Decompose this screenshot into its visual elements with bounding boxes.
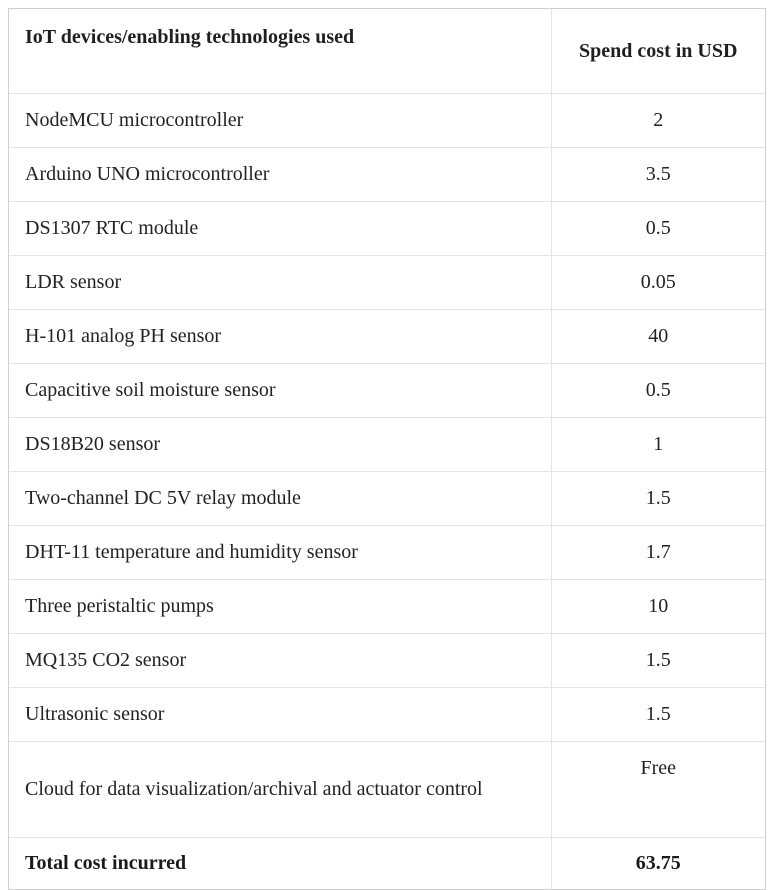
total-row: [9, 838, 765, 890]
row-cost: 1.7: [551, 526, 765, 580]
table-row: [9, 418, 765, 472]
row-cost: 3.5: [551, 148, 765, 202]
header-devices: IoT devices/enabling technologies used: [9, 9, 551, 94]
row-cost: 0.5: [551, 364, 765, 418]
table-row: [9, 148, 765, 202]
table-row: [9, 310, 765, 364]
table-header-row: [9, 9, 765, 94]
table-row: [9, 472, 765, 526]
row-cost: 10: [551, 580, 765, 634]
row-item: Ultrasonic sensor: [9, 688, 551, 742]
table-row: [9, 580, 765, 634]
total-label: Total cost incurred: [9, 838, 551, 890]
row-item: MQ135 CO2 sensor: [9, 634, 551, 688]
row-item: LDR sensor: [9, 256, 551, 310]
row-cost: 2: [551, 94, 765, 148]
row-cost: 40: [551, 310, 765, 364]
table-row: [9, 742, 765, 838]
row-item: Arduino UNO microcontroller: [9, 148, 551, 202]
table-row: [9, 256, 765, 310]
row-item: Cloud for data visualization/archival and actuator control: [9, 742, 551, 838]
table-row: [9, 688, 765, 742]
row-item: DS1307 RTC module: [9, 202, 551, 256]
row-item: H-101 analog PH sensor: [9, 310, 551, 364]
row-cost: 1.5: [551, 688, 765, 742]
row-item: Three peristaltic pumps: [9, 580, 551, 634]
row-cost: Free: [551, 742, 765, 838]
table-row: [9, 94, 765, 148]
row-item: DHT-11 temperature and humidity sensor: [9, 526, 551, 580]
total-value: 63.75: [551, 838, 765, 890]
row-cost: 1.5: [551, 634, 765, 688]
table-row: [9, 202, 765, 256]
row-item: NodeMCU microcontroller: [9, 94, 551, 148]
row-item: DS18B20 sensor: [9, 418, 551, 472]
row-item: Capacitive soil moisture sensor: [9, 364, 551, 418]
cost-table-container: [8, 8, 766, 890]
table-row: [9, 364, 765, 418]
row-cost: 0.5: [551, 202, 765, 256]
row-cost: 0.05: [551, 256, 765, 310]
table-row: [9, 526, 765, 580]
header-cost: Spend cost in USD: [551, 9, 765, 94]
table-row: [9, 634, 765, 688]
row-item: Two-channel DC 5V relay module: [9, 472, 551, 526]
row-cost: 1.5: [551, 472, 765, 526]
row-cost: 1: [551, 418, 765, 472]
cost-table: [9, 9, 765, 889]
